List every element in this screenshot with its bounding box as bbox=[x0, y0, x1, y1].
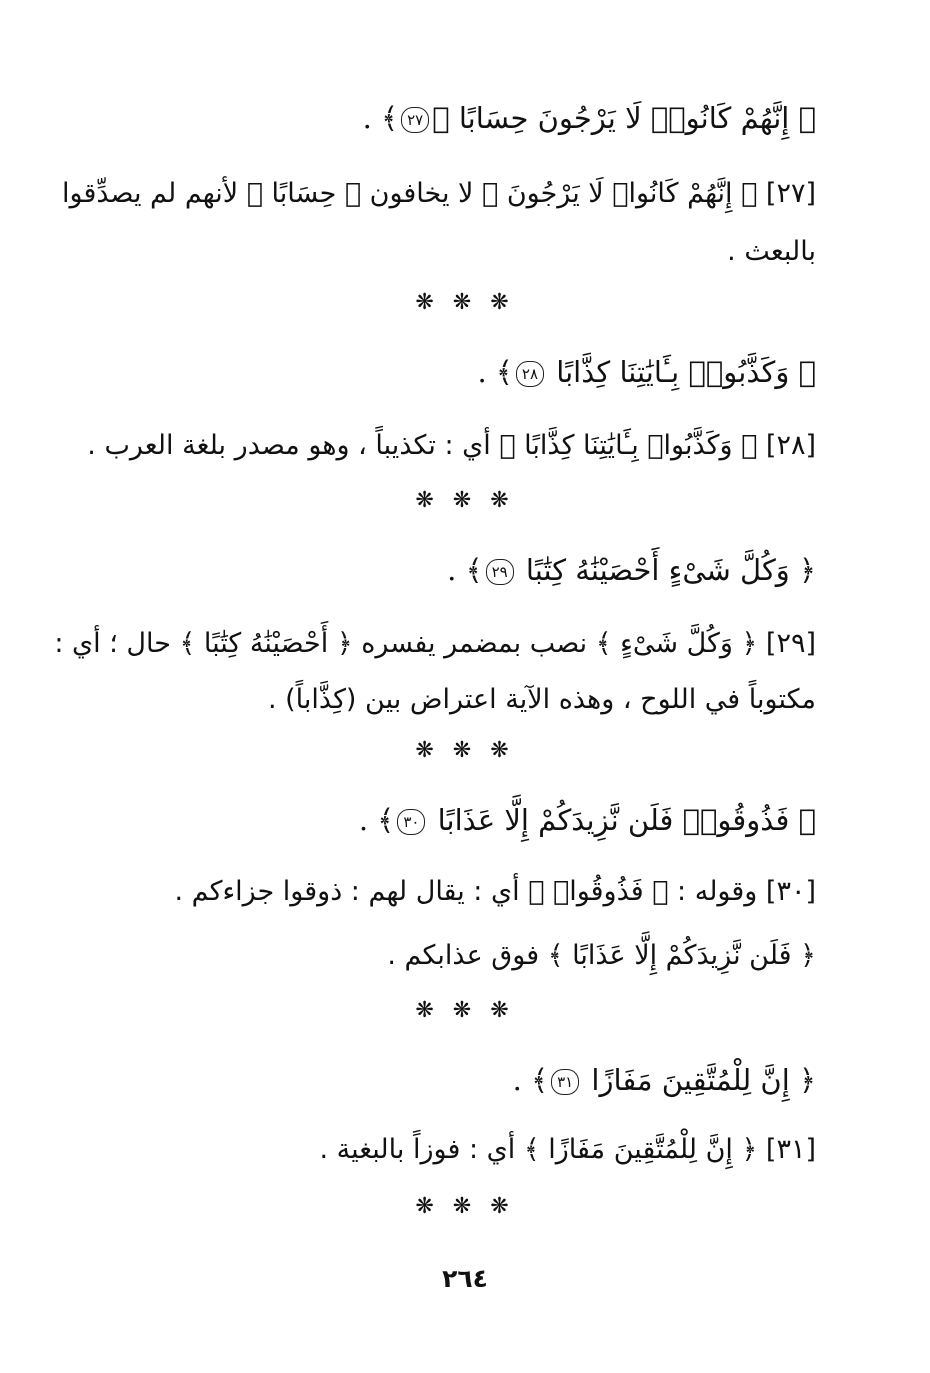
verse-end: ﴾ . bbox=[358, 803, 395, 837]
section-separator: ❋ ❋ ❋ bbox=[415, 1194, 515, 1219]
ayah-number-marker: ٣٠ bbox=[397, 809, 425, 835]
page-number: ٢٦٤ bbox=[442, 1264, 488, 1293]
verse-31 bbox=[112, 1060, 816, 1100]
verse-text: ﴿ وَكُلَّ شَىْءٍ أَحْصَيْنَٰهُ كِتَٰبًا bbox=[516, 553, 816, 587]
verse-end: ﴾ . bbox=[362, 101, 399, 135]
verse-text: ﴿ إِنَّ لِلْمُتَّقِينَ مَفَازًا bbox=[582, 1063, 816, 1097]
verse-28 bbox=[112, 352, 816, 392]
commentary-31-line-1: [٣١] ﴿ إِنَّ لِلْمُتَّقِينَ مَفَازًا ﴾ أي : فوزاً بالبغية . bbox=[319, 1134, 816, 1165]
ayah-number-marker: ٢٨ bbox=[516, 361, 544, 387]
ayah-number-marker: ٣١ bbox=[551, 1069, 579, 1095]
verse-text: ﴿ وَكَذَّبُوا۟ بِـَٔايَٰتِنَا كِذَّابًا bbox=[547, 355, 816, 389]
commentary-27-line-1: [٢٧] ﴿ إِنَّهُمْ كَانُوا۟ لَا يَرْجُونَ ﴾ لا يخافون ﴿ حِسَابًا ﴾ لأنهم لم يصدِّقوا bbox=[62, 178, 816, 209]
section-separator: ❋ ❋ ❋ bbox=[415, 738, 515, 763]
commentary-27-line-2: بالبعث . bbox=[727, 236, 816, 267]
commentary-28-line-1: [٢٨] ﴿ وَكَذَّبُوا۟ بِـَٔايَٰتِنَا كِذَّابًا ﴾ أي : تكذيباً ، وهو مصدر بلغة العرب . bbox=[87, 430, 816, 461]
verse-29 bbox=[112, 550, 816, 590]
verse-end: ﴾ . bbox=[512, 1063, 549, 1097]
section-separator: ❋ ❋ ❋ bbox=[415, 998, 515, 1023]
commentary-30-line-2: ﴿ فَلَن نَّزِيدَكُمْ إِلَّا عَذَابًا ﴾ فوق عذابكم . bbox=[387, 940, 816, 971]
commentary-29-line-1: [٢٩] ﴿ وَكُلَّ شَىْءٍ ﴾ نصب بمضمر يفسره ﴿ أَحْصَيْنَٰهُ كِتَٰبًا ﴾ حال ؛ أي : bbox=[54, 628, 816, 659]
section-separator: ❋ ❋ ❋ bbox=[415, 290, 515, 315]
verse-27 bbox=[112, 98, 816, 138]
verse-text: ﴿ فَذُوقُوا۟ فَلَن نَّزِيدَكُمْ إِلَّا عَذَابًا bbox=[428, 803, 816, 837]
verse-text: ﴿ إِنَّهُمْ كَانُوا۟ لَا يَرْجُونَ حِسَابًا ﴾ bbox=[432, 101, 816, 135]
ayah-number-marker: ٢٧ bbox=[401, 107, 429, 133]
commentary-30-line-1: [٣٠] وقوله : ﴿ فَذُوقُوا۟ ﴾ أي : يقال لهم : ذوقوا جزاءكم . bbox=[174, 876, 816, 907]
section-separator: ❋ ❋ ❋ bbox=[415, 488, 515, 513]
commentary-29-line-2: مكتوباً في اللوح ، وهذه الآية اعتراض بين (كِذَّاباً) . bbox=[267, 684, 816, 715]
verse-30 bbox=[112, 800, 816, 840]
verse-end: ﴾ . bbox=[447, 553, 483, 587]
verse-end: ﴾ . bbox=[477, 355, 513, 389]
ayah-number-marker: ٢٩ bbox=[486, 559, 514, 585]
